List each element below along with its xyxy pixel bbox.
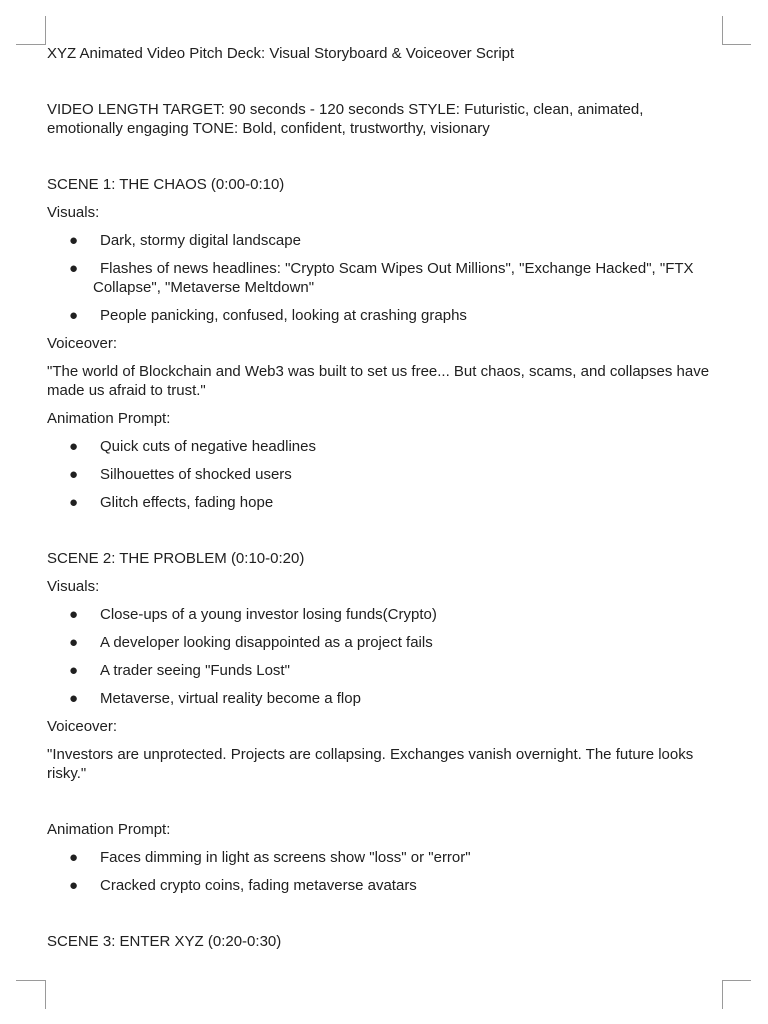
bullet-icon: ● <box>69 494 79 511</box>
scene1-voiceover-label: Voiceover: <box>47 335 118 352</box>
bullet-icon: ● <box>69 232 79 249</box>
crop-mark-top-left <box>16 16 46 45</box>
list-item-text: Close-ups of a young investor losing funds(Crypto) <box>100 606 437 623</box>
list-item <box>47 661 717 680</box>
list-item <box>47 493 717 512</box>
scene2-voiceover-text: "Investors are unprotected. Projects are collapsing. Exchanges vanish overnight. The future looks risky." <box>47 746 694 782</box>
crop-mark-bottom-right <box>722 980 751 1009</box>
scene1-voiceover-text: "The world of Blockchain and Web3 was built to set us free... But chaos, scams, and collapses have made us afraid to trust." <box>47 363 710 399</box>
list-item <box>47 465 717 484</box>
document-body <box>47 44 717 960</box>
bullet-icon: ● <box>69 606 79 623</box>
scene2-visuals-label: Visuals: <box>47 578 100 595</box>
list-item-text: Faces dimming in light as screens show "loss" or "error" <box>100 849 471 866</box>
scene2-animation-list <box>47 848 717 895</box>
list-item <box>47 231 717 250</box>
bullet-icon: ● <box>69 877 79 894</box>
list-item-text: Silhouettes of shocked users <box>100 466 292 483</box>
scene2-animation-label: Animation Prompt: <box>47 821 171 838</box>
list-item-text: Metaverse, virtual reality become a flop <box>100 690 361 707</box>
bullet-icon: ● <box>69 634 79 651</box>
list-item <box>47 306 717 325</box>
crop-mark-bottom-left <box>16 980 46 1009</box>
scene2-voiceover-label: Voiceover: <box>47 718 118 735</box>
list-item-text: People panicking, confused, looking at crashing graphs <box>100 307 467 324</box>
list-item <box>47 633 717 652</box>
scene1-visuals-list <box>47 231 717 325</box>
list-item-text: A developer looking disappointed as a project fails <box>100 634 433 651</box>
bullet-icon: ● <box>69 690 79 707</box>
list-item <box>47 876 717 895</box>
list-item-text: A trader seeing "Funds Lost" <box>100 662 290 679</box>
scene1-heading: SCENE 1: THE CHAOS (0:00-0:10) <box>47 176 285 193</box>
scene1-visuals-label: Visuals: <box>47 204 100 221</box>
scene1-animation-label: Animation Prompt: <box>47 410 171 427</box>
bullet-icon: ● <box>69 438 79 455</box>
bullet-icon: ● <box>69 849 79 866</box>
scene1-animation-list <box>47 437 717 512</box>
scene2-visuals-list <box>47 605 717 708</box>
bullet-icon: ● <box>69 662 79 679</box>
list-item <box>47 689 717 708</box>
list-item-text: Dark, stormy digital landscape <box>100 232 301 249</box>
bullet-icon: ● <box>69 260 79 277</box>
scene2-heading: SCENE 2: THE PROBLEM (0:10-0:20) <box>47 550 305 567</box>
list-item-text: Flashes of news headlines: "Crypto Scam Wipes Out Millions", "Exchange Hacked", "FTX Collapse", "Metaverse Meltdown" <box>93 260 694 296</box>
list-item <box>47 605 717 624</box>
list-item-text: Quick cuts of negative headlines <box>100 438 316 455</box>
bullet-icon: ● <box>69 307 79 324</box>
list-item-text: Cracked crypto coins, fading metaverse avatars <box>100 877 417 894</box>
list-item <box>47 848 717 867</box>
crop-mark-top-right <box>722 16 751 45</box>
video-meta: VIDEO LENGTH TARGET: 90 seconds - 120 seconds STYLE: Futuristic, clean, animated, emotionally engaging TONE: Bold, confident, trustworthy, visionary <box>47 101 644 137</box>
list-item <box>47 437 717 456</box>
scene3-heading: SCENE 3: ENTER XYZ (0:20-0:30) <box>47 933 282 950</box>
bullet-icon: ● <box>69 466 79 483</box>
list-item-text: Glitch effects, fading hope <box>100 494 274 511</box>
list-item <box>47 259 717 297</box>
document-title: XYZ Animated Video Pitch Deck: Visual Storyboard & Voiceover Script <box>47 45 515 62</box>
